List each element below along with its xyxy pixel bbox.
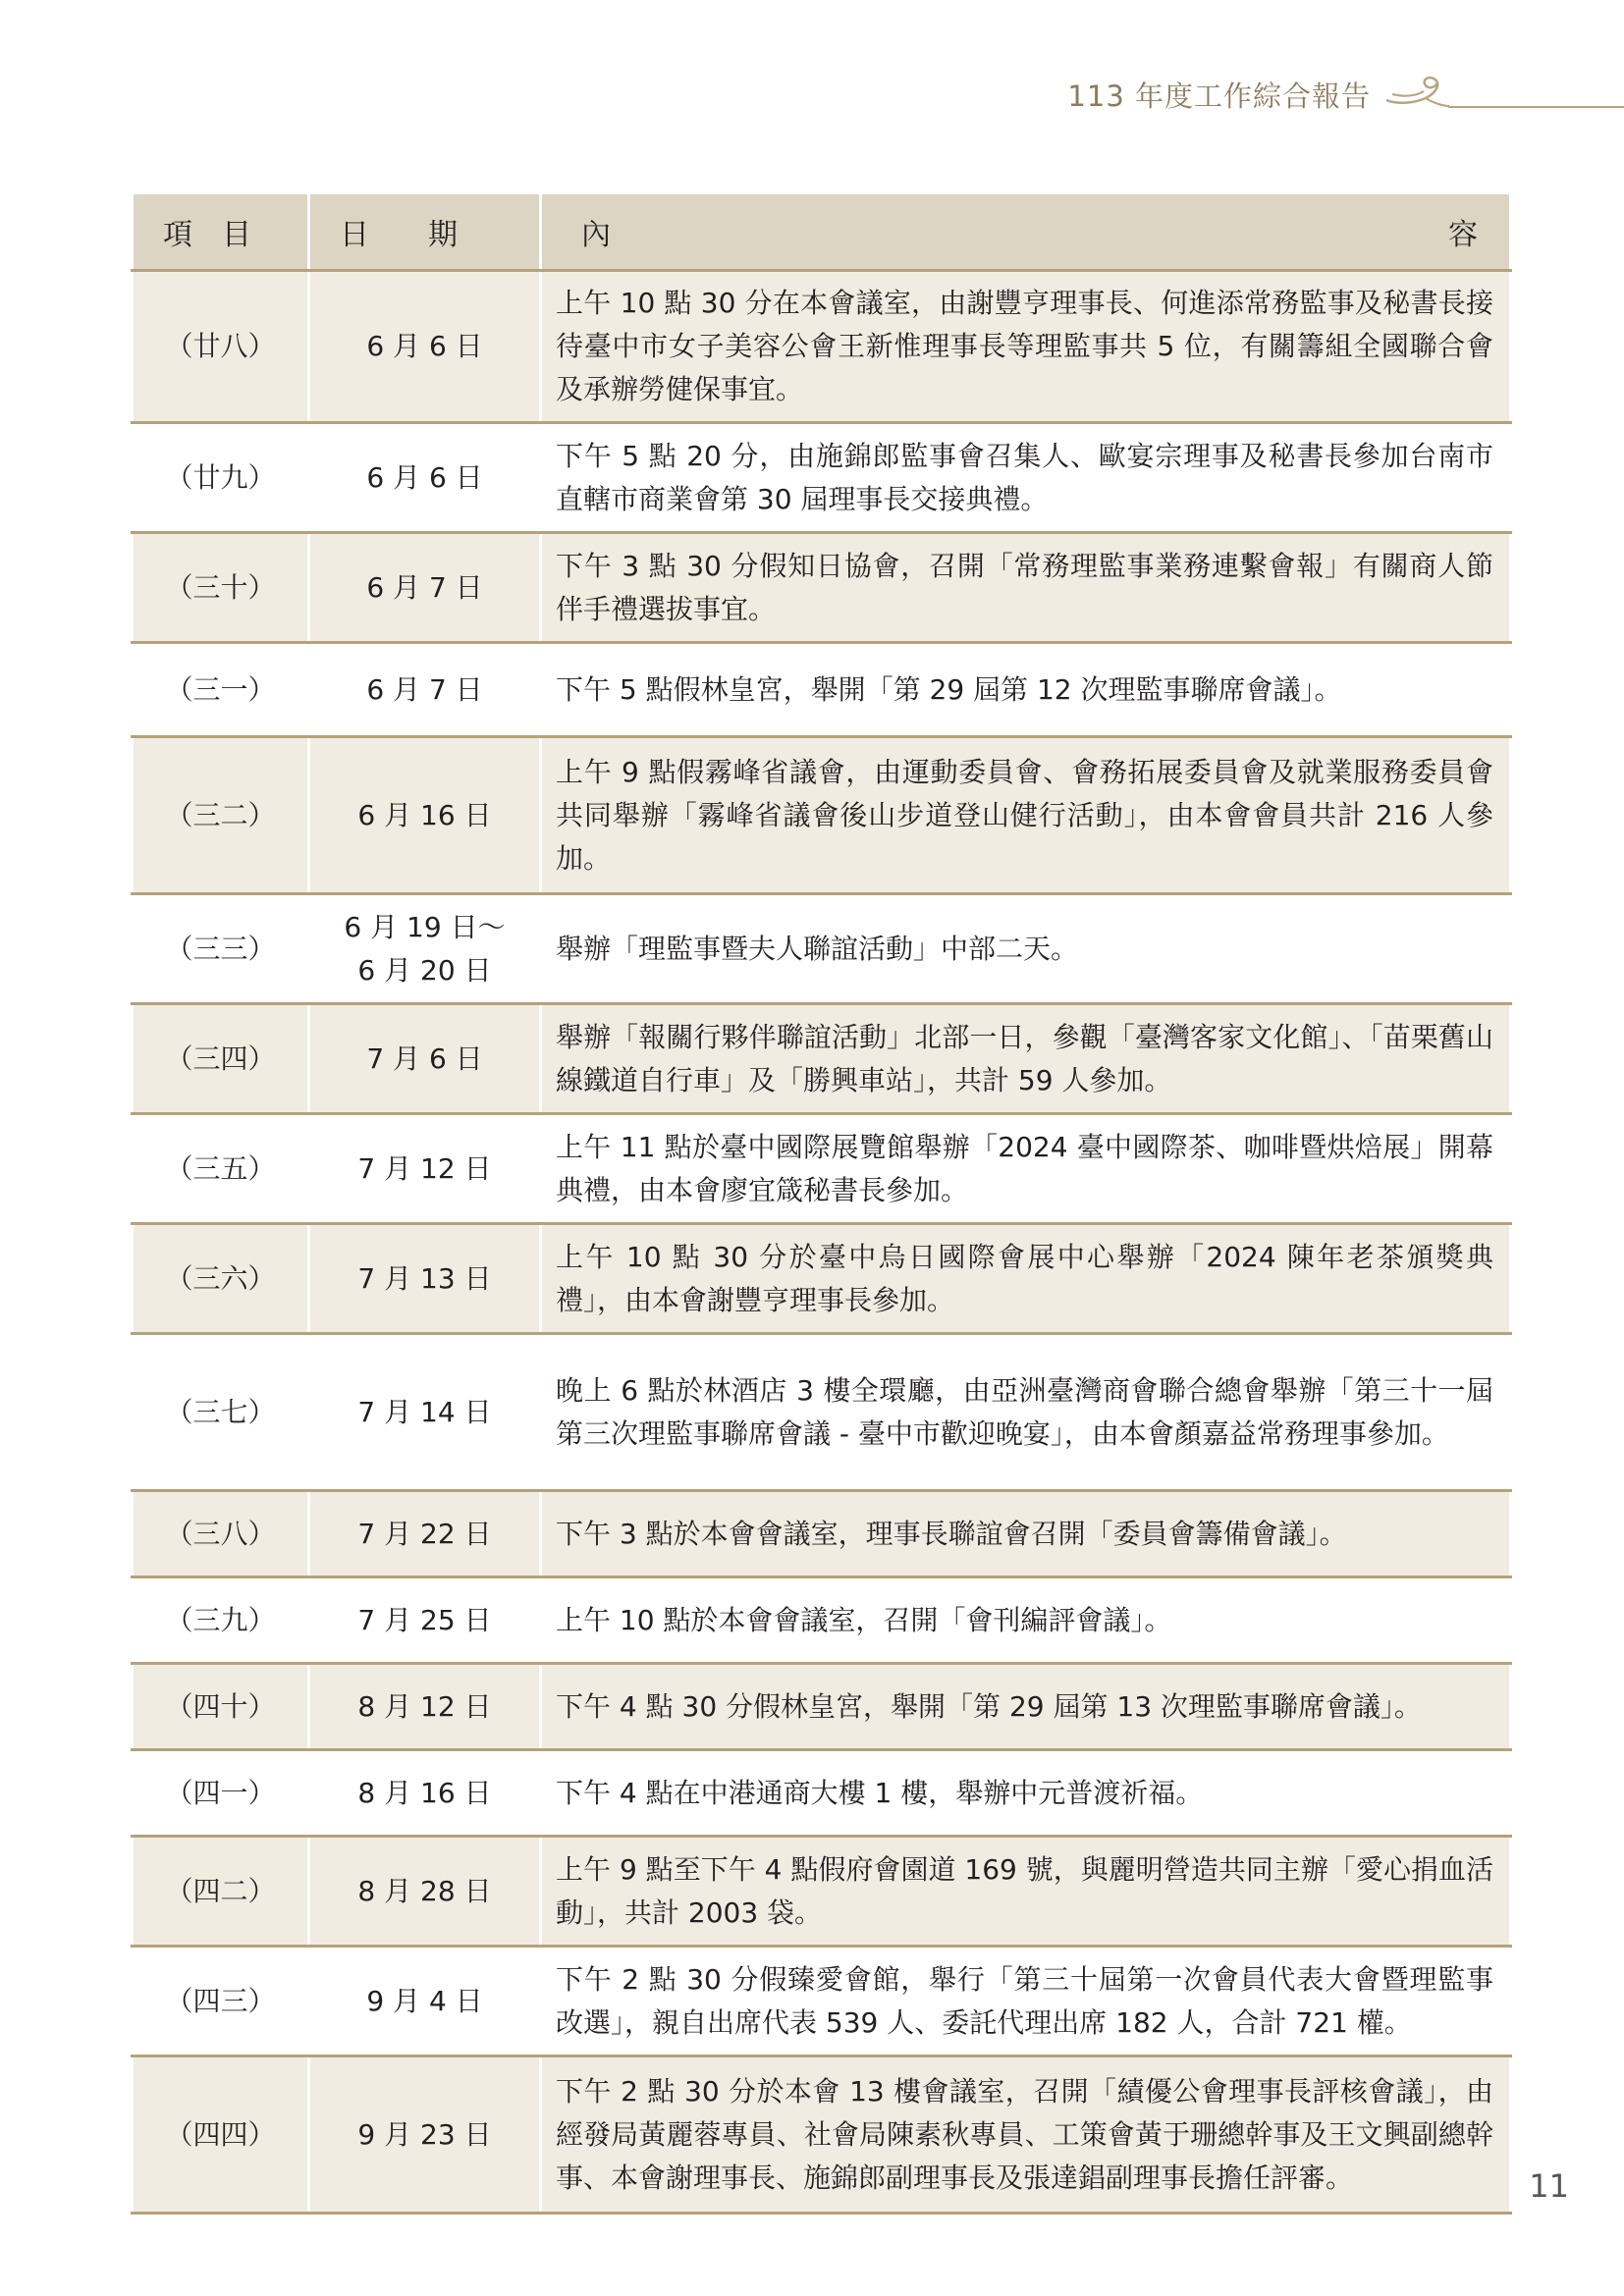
row-content: 上午 10 點 30 分在本會議室，由謝豐亨理事長、何進添常務監事及秘書長接待臺中市女子美容公會王新惟理事長等理監事共 5 位，有關籌組全國聯合會及承辦勞健保事宜。 [541,271,1511,423]
header-content-right: 容 [1448,218,1478,252]
row-content: 舉辦「報關行夥伴聯誼活動」北部一日，參觀「臺灣客家文化館」、「苗栗舊山線鐵道自行車」及「勝興車站」，共計 59 人參加。 [541,1004,1511,1114]
row-item-number: （廿九） [133,423,309,533]
row-item-number: （三十） [133,533,309,643]
row-content: 下午 3 點 30 分假知日協會，召開「常務理監事業務連繫會報」有關商人節伴手禮選拔事宜。 [541,533,1511,643]
table-row [133,1224,1511,1334]
row-item-number: （四一） [133,1750,309,1837]
row-content: 晚上 6 點於林酒店 3 樓全環廳，由亞洲臺灣商會聯合總會舉辦「第三十一屆第三次理監事聯席會議 - 臺中市歡迎晚宴」，由本會顏嘉益常務理事參加。 [541,1334,1511,1491]
row-date: 7 月 6 日 [309,1004,541,1114]
row-date: 7 月 25 日 [309,1577,541,1664]
report-title: 113 年度工作綜合報告 [1067,80,1371,113]
row-content: 下午 2 點 30 分假臻愛會館，舉行「第三十屆第一次會員代表大會暨理監事改選」，親自出席代表 539 人、委託代理出席 182 人，合計 721 權。 [541,1947,1511,2056]
header-content-left: 內 [581,218,611,252]
row-date: 7 月 13 日 [309,1224,541,1334]
row-content: 上午 11 點於臺中國際展覽館舉辦「2024 臺中國際茶、咖啡暨烘焙展」開幕典禮，由本會廖宜箴秘書長參加。 [541,1114,1511,1224]
row-content: 下午 5 點假林皇宮，舉開「第 29 屆第 12 次理監事聯席會議」。 [541,643,1511,737]
row-date: 6 月 16 日 [309,737,541,894]
row-date: 8 月 12 日 [309,1664,541,1750]
row-item-number: （三三） [133,894,309,1004]
row-item-number: （四三） [133,1947,309,2056]
table-row [133,1114,1511,1224]
row-item-number: （三四） [133,1004,309,1114]
row-date: 6 月 7 日 [309,533,541,643]
table-row [133,1664,1511,1750]
row-date: 6 月 6 日 [309,271,541,423]
row-item-number: （三六） [133,1224,309,1334]
row-content: 上午 10 點 30 分於臺中烏日國際會展中心舉辦「2024 陳年老茶頒獎典禮」，由本會謝豐亨理事長參加。 [541,1224,1511,1334]
table-row [133,1750,1511,1837]
table-row [133,1837,1511,1947]
row-date-start: 6 月 19 日～ [344,910,506,943]
table-row [133,894,1511,1004]
row-item-number: （三七） [133,1334,309,1491]
activity-table [131,191,1512,2215]
row-item-number: （廿八） [133,271,309,423]
row-date: 7 月 22 日 [309,1491,541,1577]
header-date: 日 期 [309,193,541,271]
row-item-number: （四二） [133,1837,309,1947]
row-item-number: （三一） [133,643,309,737]
row-date: 6 月 7 日 [309,643,541,737]
row-content: 下午 3 點於本會會議室，理事長聯誼會召開「委員會籌備會議」。 [541,1491,1511,1577]
row-item-number: （四十） [133,1664,309,1750]
table-row [133,1334,1511,1491]
row-content: 舉辦「理監事暨夫人聯誼活動」中部二天。 [541,894,1511,1004]
row-date: 8 月 28 日 [309,1837,541,1947]
row-date: 8 月 16 日 [309,1750,541,1837]
row-item-number: （三二） [133,737,309,894]
table-row [133,271,1511,423]
header-rule [1448,106,1624,108]
row-content: 上午 9 點假霧峰省議會，由運動委員會、會務拓展委員會及就業服務委員會共同舉辦「霧峰省議會後山步道登山健行活動」，由本會會員共計 216 人參加。 [541,737,1511,894]
row-content: 上午 10 點於本會會議室，召開「會刊編評會議」。 [541,1577,1511,1664]
row-content: 下午 2 點 30 分於本會 13 樓會議室，召開「績優公會理事長評核會議」，由經發局黃麗蓉專員、社會局陳素秋專員、工策會黃于珊總幹事及王文興副總幹事、本會謝理事長、施錦郎副理事長及張達錩副理事長擔任評審。 [541,2056,1511,2214]
row-date: 6 月 6 日 [309,423,541,533]
scroll-ornament-icon [1382,71,1451,110]
table-row [133,737,1511,894]
table-row [133,2056,1511,2214]
row-item-number: （三八） [133,1491,309,1577]
row-item-number: （三九） [133,1577,309,1664]
row-item-number: （四四） [133,2056,309,2214]
row-item-number: （三五） [133,1114,309,1224]
row-content: 上午 9 點至下午 4 點假府會園道 169 號，與麗明營造共同主辦「愛心捐血活動」，共計 2003 袋。 [541,1837,1511,1947]
row-content: 下午 5 點 20 分，由施錦郎監事會召集人、歐宴宗理事及秘書長參加台南市直轄市商業會第 30 屆理事長交接典禮。 [541,423,1511,533]
row-date: 9 月 23 日 [309,2056,541,2214]
table-row [133,1947,1511,2056]
activity-table-container [131,191,1509,2215]
row-content: 下午 4 點在中港通商大樓 1 樓，舉辦中元普渡祈福。 [541,1750,1511,1837]
table-header-row [133,193,1511,271]
row-date: 7 月 14 日 [309,1334,541,1491]
header-item: 項 目 [133,193,309,271]
page-number: 11 [1529,2167,1569,2205]
row-date: 9 月 4 日 [309,1947,541,2056]
row-content: 下午 4 點 30 分假林皇宮，舉開「第 29 屆第 13 次理監事聯席會議」。 [541,1664,1511,1750]
row-date: 7 月 12 日 [309,1114,541,1224]
row-date-end: 6 月 20 日 [357,953,492,987]
row-date [309,894,541,1004]
table-row [133,643,1511,737]
table-row [133,1577,1511,1664]
table-row [133,1491,1511,1577]
table-row [133,1004,1511,1114]
table-row [133,533,1511,643]
table-row [133,423,1511,533]
header-content [541,193,1511,271]
